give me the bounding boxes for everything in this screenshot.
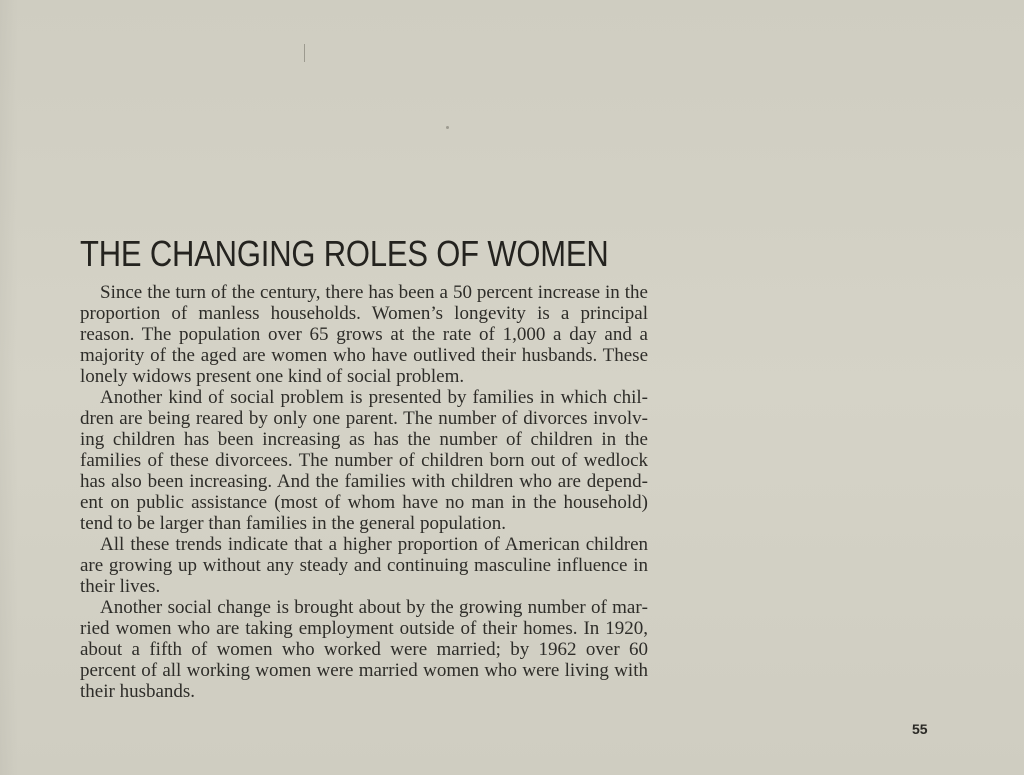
page-title: THE CHANGING ROLES OF WOMEN [80, 233, 609, 274]
paragraph: Since the turn of the century, there has been a 50 percent increase in the proportion of manless households. Women’s longevity is a principal reason. The population over 65 grows at the rate of 1,000 a day and a majority of the aged are women who have outlived their husbands. These lonely widows present one kind of social problem. [80, 282, 648, 387]
paper-speck [304, 44, 305, 62]
article-body [80, 282, 648, 702]
page-number: 55 [912, 721, 928, 737]
paragraph: All these trends indicate that a higher proportion of American children are growing up without any steady and continuing masculine influence in their lives. [80, 534, 648, 597]
paragraph: Another kind of social problem is presented by families in which children are being reared by only one parent. The number of divorces involving children has been increasing as has the number of children in the families of these divorcees. The number of children born out of wedlock has also been increasing. And the families with children who are dependent on public assistance (most of whom have no man in the household) tend to be larger than families in the general population. [80, 387, 648, 534]
paper-speck [446, 126, 449, 129]
paragraph: Another social change is brought about by the growing number of married women who are taking employment outside of their homes. In 1920, about a fifth of women who worked were married; by 1962 over 60 percent of all working women were married women who were living with their husbands. [80, 597, 648, 702]
